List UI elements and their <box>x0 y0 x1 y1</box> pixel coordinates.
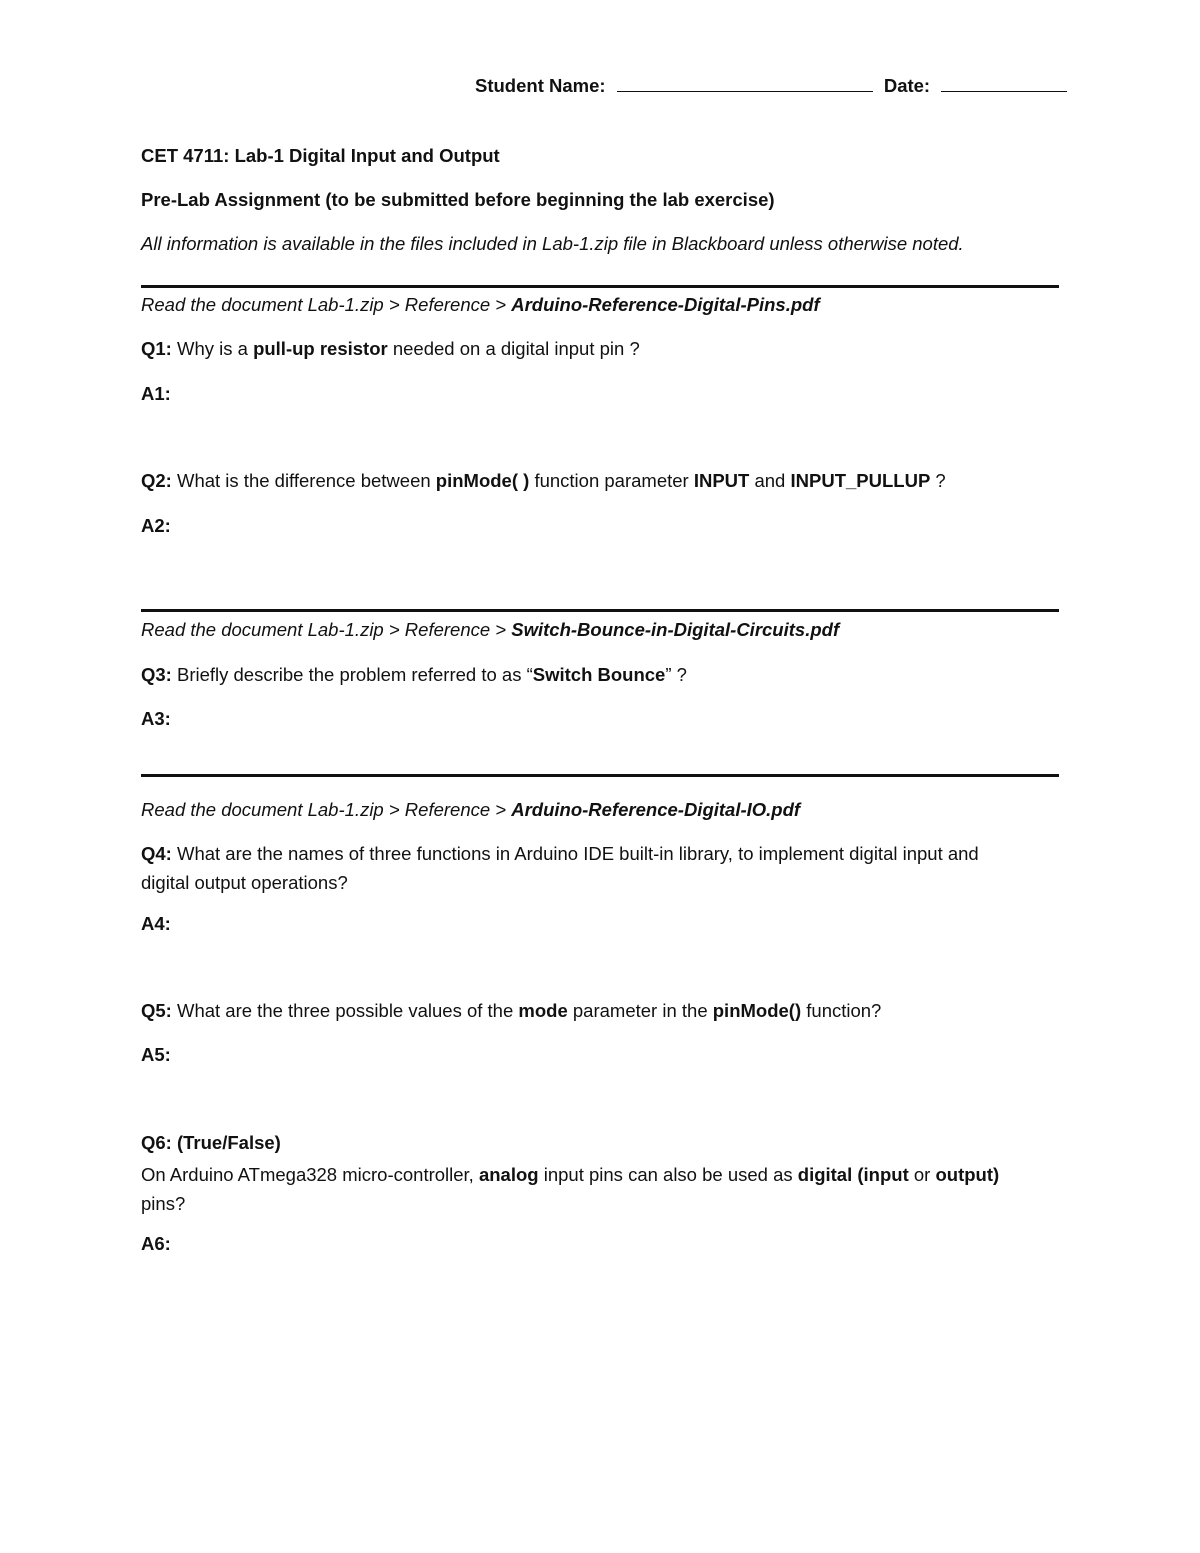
read-prefix: Read the document Lab-1.zip > Reference > <box>141 294 512 315</box>
read-instruction <box>141 619 839 641</box>
question-keyword: pinMode() <box>712 1000 802 1021</box>
question-text: digital output operations? <box>141 872 348 893</box>
reference-file: Switch-Bounce-in-Digital-Circuits.pdf <box>511 619 840 640</box>
section-divider <box>141 285 1059 288</box>
question-text: ” ? <box>665 664 687 685</box>
date-blank[interactable] <box>941 77 1067 92</box>
question-text: function parameter <box>529 470 694 491</box>
question-text: What are the names of three functions in Arduino IDE built-in library, to implement digital input and <box>171 843 979 864</box>
question-text: needed on a digital input pin ? <box>387 338 640 359</box>
question-keyword: INPUT_PULLUP <box>790 470 931 491</box>
date-label: Date: <box>883 75 931 96</box>
read-prefix: Read the document Lab-1.zip > Reference > <box>141 619 512 640</box>
question-keyword: digital (input <box>797 1164 909 1185</box>
question-text: function? <box>801 1000 882 1021</box>
intro-note: All information is available in the files included in Lab-1.zip file in Blackboard unless otherwise noted. <box>141 233 964 254</box>
read-instruction <box>141 799 800 821</box>
question-label: Q1: <box>141 338 172 359</box>
answer-3-label: A3: <box>141 708 171 729</box>
read-instruction <box>141 294 820 316</box>
question-keyword: output) <box>935 1164 1000 1185</box>
question-5 <box>141 1000 881 1022</box>
question-text: input pins can also be used as <box>538 1164 798 1185</box>
question-text: parameter in the <box>567 1000 713 1021</box>
question-label: Q2: <box>141 470 172 491</box>
section-divider <box>141 774 1059 777</box>
question-text: Briefly describe the problem referred to as “ <box>171 664 533 685</box>
question-keyword: pull-up resistor <box>253 338 388 359</box>
question-keyword: mode <box>518 1000 568 1021</box>
question-keyword: analog <box>478 1164 539 1185</box>
question-label: Q3: <box>141 664 172 685</box>
question-text: Why is a <box>171 338 254 359</box>
question-text: What is the difference between <box>171 470 436 491</box>
section-divider <box>141 609 1059 612</box>
question-text: ? <box>930 470 946 491</box>
student-name-row <box>475 75 1067 97</box>
question-2 <box>141 470 946 492</box>
question-4 <box>141 839 979 897</box>
question-text: pins? <box>141 1193 186 1214</box>
question-text: What are the three possible values of the <box>171 1000 519 1021</box>
question-6-label: Q6: (True/False) <box>141 1132 281 1153</box>
reference-file: Arduino-Reference-Digital-IO.pdf <box>511 799 801 820</box>
student-name-label: Student Name: <box>475 75 606 96</box>
answer-5-label: A5: <box>141 1044 171 1065</box>
read-prefix: Read the document Lab-1.zip > Reference > <box>141 799 512 820</box>
question-keyword: Switch Bounce <box>532 664 666 685</box>
question-keyword: INPUT <box>693 470 750 491</box>
question-3 <box>141 664 687 686</box>
answer-2-label: A2: <box>141 515 171 536</box>
reference-file: Arduino-Reference-Digital-Pins.pdf <box>511 294 820 315</box>
question-keyword: pinMode( ) <box>435 470 530 491</box>
question-text: or <box>908 1164 936 1185</box>
page-title: CET 4711: Lab-1 Digital Input and Output <box>141 145 500 166</box>
answer-1-label: A1: <box>141 383 171 404</box>
question-6 <box>141 1160 999 1218</box>
student-name-blank[interactable] <box>617 77 873 92</box>
question-1 <box>141 338 640 360</box>
question-label: Q5: <box>141 1000 172 1021</box>
question-text: and <box>749 470 791 491</box>
prelab-heading: Pre-Lab Assignment (to be submitted before beginning the lab exercise) <box>141 189 775 210</box>
answer-6-label: A6: <box>141 1233 171 1254</box>
answer-4-label: A4: <box>141 913 171 934</box>
question-text: On Arduino ATmega328 micro-controller, <box>141 1164 479 1185</box>
question-label: Q4: <box>141 843 172 864</box>
